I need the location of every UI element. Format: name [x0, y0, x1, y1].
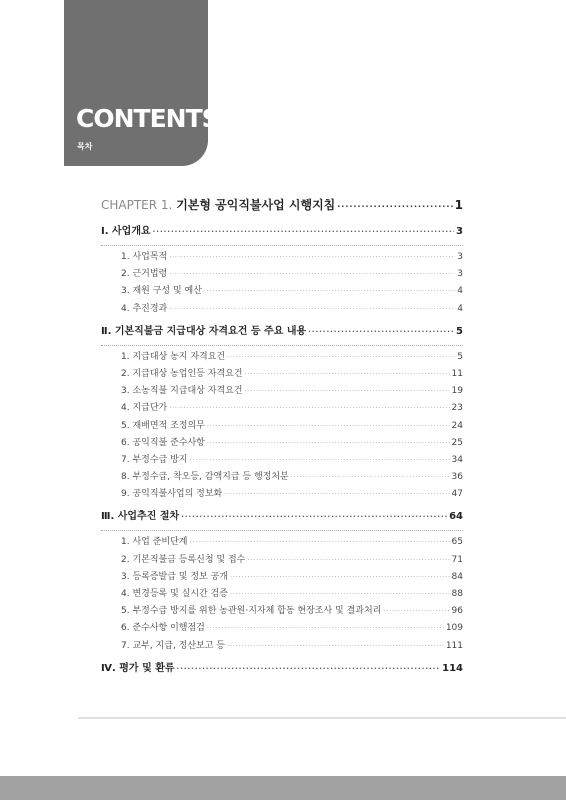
item-page: 88 [451, 589, 463, 599]
section-title: Ⅰ. 사업개요 [101, 226, 151, 237]
toc-item[interactable] [101, 349, 463, 366]
toc-chapter-entry[interactable] [101, 196, 463, 218]
item-page: 47 [451, 489, 463, 500]
item-label: 3. 등록증발급 및 정보 공개 [121, 571, 228, 582]
item-label: 1. 사업 준비단계 [121, 537, 188, 548]
item-label: 4. 추진경과 [121, 303, 168, 314]
leader-dots [227, 643, 444, 650]
item-label: 1. 사업목적 [121, 252, 168, 262]
item-page: 23 [451, 403, 463, 414]
section-page: 3 [456, 226, 463, 237]
item-label: 3. 소농직불 지급대상 자격요건 [121, 386, 243, 397]
footer-bar [0, 776, 566, 800]
item-label: 3. 재원 구성 및 예산 [121, 286, 202, 297]
leader-dots [169, 405, 449, 412]
item-label: 8. 부정수급, 착오등, 감액지급 등 행정처분 [121, 472, 289, 483]
item-label: 7. 교부, 지급, 정산보고 등 [121, 640, 225, 651]
item-page: 11 [451, 368, 463, 379]
item-page: 84 [451, 571, 463, 582]
leader-dots [224, 491, 449, 498]
section-title: Ⅲ. 사업추진 절차 [101, 511, 180, 523]
leader-dots [337, 202, 452, 211]
leader-dots [308, 328, 454, 336]
section-title: Ⅱ. 기본직불금 지급대상 자격요건 등 주요 내용 [101, 325, 307, 337]
chapter-page: 1 [454, 198, 463, 212]
table-of-contents [101, 196, 463, 679]
leader-dots [189, 539, 449, 546]
toc-item[interactable] [101, 452, 463, 469]
contents-title: CONTENTS [76, 104, 219, 133]
item-label: 4. 지급단가 [121, 403, 168, 414]
item-label: 6. 공익직불 준수사항 [121, 437, 205, 448]
item-page: 34 [451, 454, 463, 465]
leader-dots [181, 513, 447, 521]
item-label: 2. 근거법령 [121, 269, 168, 280]
toc-item[interactable] [101, 249, 463, 266]
leader-dots [230, 591, 450, 598]
bottom-rule [78, 717, 566, 719]
item-label: 5. 재배면적 조정의무 [121, 420, 205, 431]
item-page: 65 [451, 537, 463, 548]
leader-dots [189, 457, 449, 464]
leader-dots [245, 371, 450, 378]
leader-dots [204, 288, 455, 295]
leader-dots [207, 440, 450, 447]
toc-item[interactable] [101, 552, 463, 569]
item-page: 4 [457, 303, 463, 314]
section-page: 5 [456, 325, 463, 337]
leader-dots [153, 228, 454, 236]
toc-item[interactable] [101, 283, 463, 300]
contents-subtitle: 목차 [77, 142, 93, 151]
section-page: 114 [442, 662, 463, 674]
item-page: 71 [451, 554, 463, 565]
item-page: 5 [457, 351, 463, 362]
toc-item[interactable] [101, 534, 463, 551]
contents-header-tab [64, 0, 219, 166]
item-page: 19 [451, 386, 463, 397]
item-page: 3 [457, 269, 463, 280]
leader-dots [291, 474, 450, 481]
item-label: 1. 지급대상 농지 자격요건 [121, 351, 226, 362]
leader-dots [169, 306, 455, 313]
item-label: 7. 부정수급 방지 [121, 454, 188, 465]
toc-item[interactable] [101, 603, 463, 620]
leader-dots [245, 388, 450, 395]
chapter-title: 기본형 공익직불사업 시행지침 [176, 198, 336, 212]
leader-dots [230, 574, 450, 581]
toc-section-entry[interactable] [101, 322, 463, 342]
leader-dots [247, 557, 449, 564]
item-label: 5. 부정수급 방지를 위한 농관원·지자체 합동 현장조사 및 결과처리 [121, 606, 382, 617]
leader-dots [383, 608, 449, 615]
item-page: 96 [451, 606, 463, 617]
leader-dots [169, 271, 455, 278]
item-page: 24 [451, 420, 463, 431]
toc-section-entry[interactable] [101, 507, 463, 527]
section-separator [101, 345, 463, 346]
leader-dots [207, 423, 450, 430]
toc-item[interactable] [101, 400, 463, 417]
section-separator [101, 245, 463, 246]
toc-item[interactable] [101, 418, 463, 435]
toc-section-entry[interactable] [101, 222, 463, 242]
item-label: 2. 기본직불금 등록신청 및 접수 [121, 554, 246, 565]
leader-dots [207, 625, 444, 632]
item-page: 25 [451, 437, 463, 448]
toc-item[interactable] [101, 301, 463, 318]
leader-dots [169, 254, 455, 261]
toc-item[interactable] [101, 435, 463, 452]
item-page: 109 [445, 623, 463, 634]
item-page: 36 [451, 472, 463, 483]
toc-item[interactable] [101, 366, 463, 383]
section-separator [101, 530, 463, 531]
leader-dots [227, 354, 455, 361]
section-page: 64 [449, 511, 463, 523]
item-label: 4. 변경등록 및 실시간 검증 [121, 589, 228, 599]
toc-item[interactable] [101, 569, 463, 586]
toc-section-entry[interactable] [101, 659, 463, 679]
toc-item[interactable] [101, 486, 463, 503]
item-label: 2. 지급대상 농업인등 자격요건 [121, 368, 243, 379]
toc-item[interactable] [101, 586, 463, 603]
leader-dots [177, 665, 441, 673]
toc-item[interactable] [101, 469, 463, 486]
item-page: 3 [457, 252, 463, 262]
chapter-prefix: CHAPTER 1. [101, 198, 173, 212]
item-page: 4 [457, 286, 463, 297]
item-page: 111 [445, 640, 463, 651]
toc-item[interactable] [101, 266, 463, 283]
toc-item[interactable] [101, 638, 463, 655]
toc-item[interactable] [101, 620, 463, 637]
item-label: 9. 공익직불사업의 정보화 [121, 489, 223, 500]
item-label: 6. 준수사항 이행점검 [121, 623, 205, 634]
section-title: Ⅳ. 평가 및 환류 [101, 662, 175, 674]
toc-item[interactable] [101, 383, 463, 400]
